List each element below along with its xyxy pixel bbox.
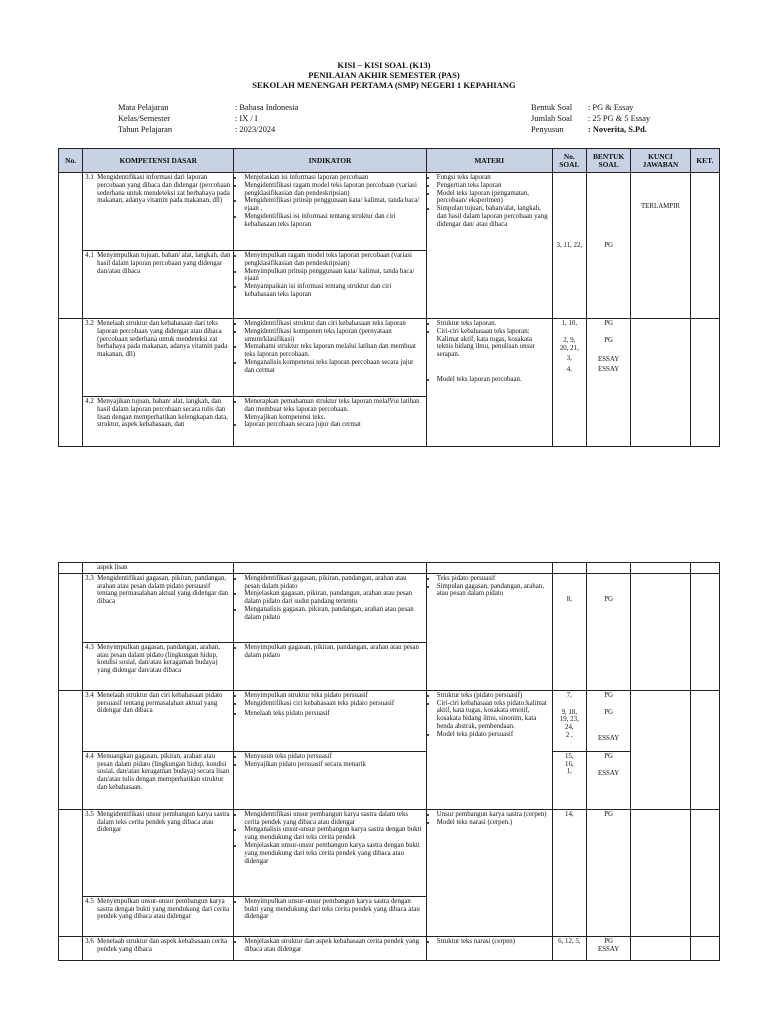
meta-label: Mata Pelajaran [118, 103, 169, 112]
materi-cell [426, 573, 552, 690]
kd-cell [83, 173, 234, 251]
indikator-item: • Menjelaskan gagasan, pikiran, pandangan, arahan atau pesan dalam pidato dari sudut pandang tertentu [244, 590, 423, 606]
materi-cell [426, 690, 552, 809]
bentuk-line: PG [604, 937, 614, 945]
indikator-item: • Menyusun teks pidato persuasif [244, 753, 423, 761]
indikator-cell [234, 809, 426, 896]
kd-number: 4.4 [85, 752, 94, 760]
bentuk-line: PG [604, 752, 614, 760]
no-soal-line: 24, [565, 724, 574, 732]
meta-value: : Bahasa Indonesia [235, 103, 299, 112]
indikator-item: • Menganalisis gagasan, pikiran, pandangan, arahan atau pesan dalam pidato [244, 606, 423, 622]
no-cell [59, 563, 83, 574]
ket-cell [690, 573, 719, 690]
col-header-no: No. [59, 149, 83, 173]
indikator-cell [234, 751, 426, 809]
kd-cell [83, 319, 234, 397]
kd-number: 3.3 [85, 574, 94, 582]
no-soal-cell [552, 690, 586, 751]
kd-cell [83, 251, 234, 319]
kd-cell [83, 690, 234, 751]
kd-text: Menelaah struktur dan kebahasaan dari teks laporan percobaan yang didengar atau dibaca (percobaan sederhana untuk mendeteksi zat berbahaya pada makanan, adanya vitamin pada makanan, dll) [97, 320, 228, 359]
meta-label: Kelas/Semester [118, 114, 171, 123]
table-row [59, 573, 720, 642]
kunci-jawaban-cell [631, 936, 690, 960]
table-row [59, 936, 720, 960]
indikator-item: • Mengidentifikasi ciri kebahasaan teks pidato persuasif [244, 700, 423, 708]
no-soal-line: 2, 9, [563, 336, 576, 344]
kd-number: 4.2 [85, 398, 94, 405]
indikator-cell [234, 936, 426, 960]
table-row [59, 563, 720, 574]
indikator-item: • Menganalisis unsur-unsur pembangun karya sastra dengan bukti yang mendukung dari teks cerita pendek [244, 826, 423, 842]
kd-cell [83, 642, 234, 690]
meta-label: Penyusun [531, 125, 564, 134]
indikator-item: • Mengidentifikasi struktur dan ciri kebahasaan teks laporan [244, 320, 423, 328]
no-cell [59, 690, 83, 809]
col-header-indikator: INDIKATOR [234, 149, 426, 173]
bentuk-soal-cell [586, 563, 630, 574]
kunci-jawaban-cell [631, 809, 690, 936]
kd-number: 4.5 [85, 897, 94, 905]
col-header-materi: MATERI [426, 149, 552, 173]
indikator-item: • Menyimpulkan ragam model teks laporan percobaan (variasi pengklasifikasian dan pendeskripsian) [244, 252, 423, 268]
indikator-item: • Menyajikan pidato persuasif secara menarik [244, 761, 423, 769]
kisi-table-page-1 [58, 148, 720, 447]
no-cell [59, 573, 83, 690]
materi-item: • Simpulan gagasan, pandangan, arahan, atau pesan dalam pidato [437, 583, 550, 599]
kd-text: Menuangkan gagasan, pikiran, arahan atau pesan dalam pidato (lingkungan hidup, kondisi sosial, dan/atau keragaman budaya) secara lisan dan/atau tulis dengan memperhatikan struktur dan kebahasaan. [97, 752, 230, 791]
materi-cell [426, 809, 552, 936]
materi-item: • Model teks laporan (pengamatan, percobaan/ eksperimen) [437, 190, 550, 206]
col-header-kd: KOMPETENSI DASAR [83, 149, 234, 173]
bentuk-soal-cell [586, 751, 630, 809]
page-two [0, 557, 768, 1024]
col-header-kunci-jawaban: KUNCI JAWABAN [631, 149, 690, 173]
materi-item: • Unsur pembangun karya sastra (cerpen) [437, 811, 550, 819]
no-soal-line: 9, 18, [561, 708, 578, 716]
kd-number: 3.5 [85, 810, 94, 818]
indikator-item: • Mengidentifikasi komponen teks laporan (pernyataan umum/klasifikasi) [244, 328, 423, 344]
indikator-cell [234, 573, 426, 642]
materi-cell [426, 563, 552, 574]
no-cell [59, 173, 83, 319]
indikator-item: • Menganalisis kompetensi teks laporan percobaan secara jujur dan cermat [244, 359, 423, 375]
materi-item: • Struktur teks narasi (cerpen) [437, 938, 550, 946]
kd-cell [83, 397, 234, 447]
kd-text: Mengidentifikasi gagasan, pikiran, pandangan, arahan atau pesan dalam pidato persuasif tentang permasalahan aktual yang didengar dan dibaca [97, 574, 229, 606]
meta-left-labels [118, 102, 172, 135]
bentuk-line: PG [604, 336, 614, 344]
no-soal-cell [552, 563, 586, 574]
indikator-cell [234, 563, 426, 574]
no-soal-line: 7, [566, 691, 572, 699]
kisi-table-page-2 [58, 562, 720, 961]
header-line-3: SEKOLAH MENENGAH PERTAMA (SMP) NEGERI 1 KEPAHIANG [252, 80, 516, 90]
table-row [59, 751, 720, 809]
kunci-jawaban-cell [631, 573, 690, 690]
indikator-item: • Menyimpulkan struktur teks pidato persuasif [244, 692, 423, 700]
indikator-cell [234, 251, 426, 319]
ket-cell [690, 173, 719, 319]
kd-cell [83, 751, 234, 809]
ket-cell [690, 319, 719, 447]
kd-text: aspek lisan [97, 564, 128, 571]
bentuk-line: PG [604, 320, 614, 327]
indikator-item: • Mengidentifikasi ragam model teks laporan percobaan (variasi pengklasifikasian dan pendeskripsian) [244, 182, 423, 198]
meta-left-values [235, 102, 298, 135]
bentuk-soal-cell: PG [586, 573, 630, 690]
meta-label: Jumlah Soal [531, 114, 573, 123]
materi-item: • Struktur teks (pidato persuasif) [437, 692, 550, 700]
no-soal-cell: 3, 11, 22, [552, 173, 586, 319]
no-soal-line: 2 , [565, 731, 573, 739]
kd-number: 3.6 [85, 937, 94, 945]
kd-text: Menelaah struktur dan ciri kebahasaan pidato persuasif tentang permasalahan aktual yang didengar dan dibaca [97, 691, 223, 715]
meta-label: Bentuk Soal [531, 103, 573, 112]
materi-item: • Model teks laporan percobaan. [437, 376, 550, 384]
no-cell [59, 319, 83, 447]
bentuk-line: PG [604, 708, 614, 716]
col-header-ket: KET. [690, 149, 719, 173]
bentuk-soal-cell: PG [586, 173, 630, 319]
no-soal-line: 4, [566, 366, 572, 374]
meta-label: Tahun Pelajaran [118, 125, 173, 134]
materi-item: • Model teks narasi (cerpen.) [437, 819, 550, 827]
indikator-item: Menyajikan kompetensi teks. [244, 413, 326, 421]
indikator-cell [234, 319, 426, 397]
meta-right-labels [531, 102, 572, 135]
bentuk-line: ESSAY [598, 355, 620, 363]
no-soal-line: 15, [565, 752, 574, 760]
bentuk-line: ESSAY [598, 769, 620, 777]
ket-cell [690, 809, 719, 936]
kd-text: Menyimpulkan gagasan, pandangan, arahan, atau pesan dalam pidato (lingkungan hidup, kondisi sosial, dan/atau keragaman budaya) yang didengar dan/atau dibaca [97, 643, 221, 675]
kd-cell [83, 573, 234, 642]
ket-cell [690, 563, 719, 574]
indikator-cell [234, 896, 426, 936]
kd-cell [83, 896, 234, 936]
table-row [59, 809, 720, 896]
meta-value: : Noverita, S.Pd. [588, 125, 647, 134]
no-cell [59, 936, 83, 960]
materi-item: • Ciri-ciri kebahasaan teks pidato:kalimat aktif, kata tugas, kosakata emotif, kosakata bidang ilmu, sinonim, kata benda abstrak, pembendaan. [437, 700, 550, 731]
indikator-item: • Menyimpulkan prinsip penggunaan kata/ kalimat, tanda baca/ ejaan [244, 268, 423, 284]
table-row [59, 173, 720, 251]
no-soal-line: 1, [566, 768, 572, 776]
materi-item: • Struktur teks laporan. [437, 320, 550, 328]
col-header-no-soal: No. SOAL [552, 149, 586, 173]
no-soal-cell: 6, 12, 5, [552, 936, 586, 960]
indikator-item: • Mengidentifikasi isi informasi tentang struktur dan ciri kebahasaan teks laporan [244, 213, 423, 229]
no-soal-line: 19, 23, [559, 716, 579, 724]
meta-value: : 2023/2024 [235, 125, 276, 134]
indikator-cell [234, 690, 426, 751]
materi-item: • Teks pidato persuasif [437, 575, 550, 583]
ket-cell [690, 690, 719, 809]
indikator-item: • laporan percobaan secara jujur dan cermat [244, 421, 423, 429]
materi-item: • Pengertian teks laporan [437, 182, 550, 190]
kd-cell [83, 563, 234, 574]
indikator-item: • Menyimpulkan unsur-unsur pembangun karya sastra dengan bukti yang mendukung dari teks cerita pendek yang dibaca atau didengar [244, 898, 423, 921]
indikator-item: • Memahami struktur teks laporan melalui latihan dan membuat teks laporan percobaan. [244, 343, 423, 359]
indikator-item: • Menyimpulkan gagasan, pikiran, pandangan, arahan atau pesan dalam pidato [244, 644, 423, 660]
no-soal-cell [552, 751, 586, 809]
materi-item: • Fungsi teks laporan [437, 174, 550, 182]
kunci-jawaban-cell [631, 690, 690, 809]
header-line-1: KISI – KISI SOAL (K13) [337, 60, 431, 70]
indikator-item: • Menelaah teks pidato persuasif [244, 710, 423, 718]
bentuk-line: PG [604, 691, 614, 699]
page-one [0, 0, 768, 452]
materi-item: • Simpulan tujuan, bahan/alat, langkah, dan hasil dalam laporan percobaan yang didengar dan/ atau dibaca [437, 205, 550, 228]
indikator-item: • Mengidentifikasi prinsip penggunaan kata/ kalimat, tanda baca/ ejaan . [244, 197, 423, 213]
kd-text: Mengidentifikasi informasi dari laporan percobaan yang dibaca dan didengar (percobaan sederhana untuk mendeteksi zat berbahaya pada makanan, adanya vitamin pada makanan, dll) [97, 174, 231, 205]
document-header [0, 60, 768, 90]
no-soal-cell: 8, [552, 573, 586, 690]
materi-cell [426, 319, 552, 447]
indikator-cell [234, 397, 426, 447]
bentuk-line: ESSAY [598, 735, 620, 743]
indikator-item: • Menyampaikan isi informasi tentang struktur dan ciri kebahasaan teks laporan [244, 283, 423, 299]
bentuk-soal-cell [586, 319, 630, 447]
kd-text: Menyajikan tujuan, bahan/ alat, langkah, dan hasil dalam laporan percobaan secara tulis dan lisan dengan memperhatikan kelengkapan data, struktur, aspek kebahasaan, dan [97, 398, 228, 429]
materi-cell [426, 936, 552, 960]
kd-number: 3.1 [85, 174, 94, 181]
indikator-cell [234, 173, 426, 251]
kd-text: Menelaah struktur dan aspek kebahasaan cerita pendek yang dibaca [97, 937, 228, 953]
table-row [59, 319, 720, 397]
materi-item: • Model teks pidato persuasif [437, 731, 550, 739]
indikator-item: • Menjelaskan struktur dan aspek kebahasaan cerita pendek yang dibaca atau didengar [244, 938, 423, 954]
kd-number: 3.2 [85, 320, 94, 327]
table-header-row [59, 149, 720, 173]
indikator-item: • Menjelaskan isi informasi laporan percobaan [244, 174, 423, 182]
no-soal-cell: 14, [552, 809, 586, 936]
indikator-cell [234, 642, 426, 690]
kd-text: Menyimpulkan tujuan, bahan/ alat, langkah, dan hasil dalam laporan percobaan yang didengar dan/atau dibaca [97, 252, 231, 275]
no-cell [59, 809, 83, 936]
table-row [59, 690, 720, 751]
header-line-2: PENILAIAN AKHIR SEMESTER (PAS) [308, 70, 460, 80]
kd-cell [83, 809, 234, 896]
col-header-bentuk-soal: BENTUK SOAL [586, 149, 630, 173]
meta-value: : IX / I [235, 114, 258, 123]
bentuk-line: ESSAY [598, 945, 620, 953]
kd-number: 4.1 [85, 252, 94, 259]
kd-cell [83, 936, 234, 960]
bentuk-line: ESSAY [598, 366, 620, 374]
indikator-item: • Mengidentifikasi gagasan, pikiran, pandangan, arahan atau pesan dalam pidato [244, 575, 423, 591]
no-soal-line: 3, [566, 355, 572, 363]
materi-item: • Ciri-ciri kebahasaan teks laporan: Kalimat aktif, kata tugas, kosakata teknis bidang ilmu, penulisan unsur serapan. [437, 328, 550, 359]
kd-text: Mengidentifikasi unsur pembangun karya sastra dalam teks cerita pendek yang dibaca atau didengar [97, 810, 230, 834]
no-soal-line: 1, 10, [561, 320, 578, 327]
bentuk-soal-cell: PG [586, 809, 630, 936]
ket-cell [690, 936, 719, 960]
meta-value: : 25 PG & 5 Essay [588, 114, 651, 123]
no-soal-cell [552, 319, 586, 447]
kunci-jawaban-cell [631, 563, 690, 574]
no-soal-line: 20, 21, [559, 344, 579, 352]
kunci-jawaban-cell [631, 319, 690, 447]
materi-cell [426, 173, 552, 319]
indikator-item: • Mengidentifikasi unsur pembangun karya sastra dalam teks cerita pendek yang dibaca atau didengar [244, 811, 423, 827]
meta-value: : PG & Essay [588, 103, 634, 112]
bentuk-soal-cell [586, 690, 630, 751]
indikator-item: • Menjelaskan unsur-unsur pembangun karya sastra dengan bukti yang mendukung dari teks cerita pendek yang dibaca atau didengar [244, 842, 423, 865]
kd-text: Menyimpulkan unsur-unsur pembangun karya sastra dengan bukti yang mendukung dari cerita pendek yang dibaca atau didengar [97, 897, 230, 921]
kd-number: 4.3 [85, 643, 94, 651]
meta-right-values [588, 102, 650, 135]
bentuk-soal-cell [586, 936, 630, 960]
indikator-item: • Menerapkan pemahaman struktur teks laporan melalVui latihan dan membuat teks laporan percobaan. [244, 398, 423, 414]
kunci-jawaban-cell: TERLAMPIR [631, 173, 690, 319]
kd-number: 3.4 [85, 691, 94, 699]
no-soal-line: 16, [565, 760, 574, 768]
